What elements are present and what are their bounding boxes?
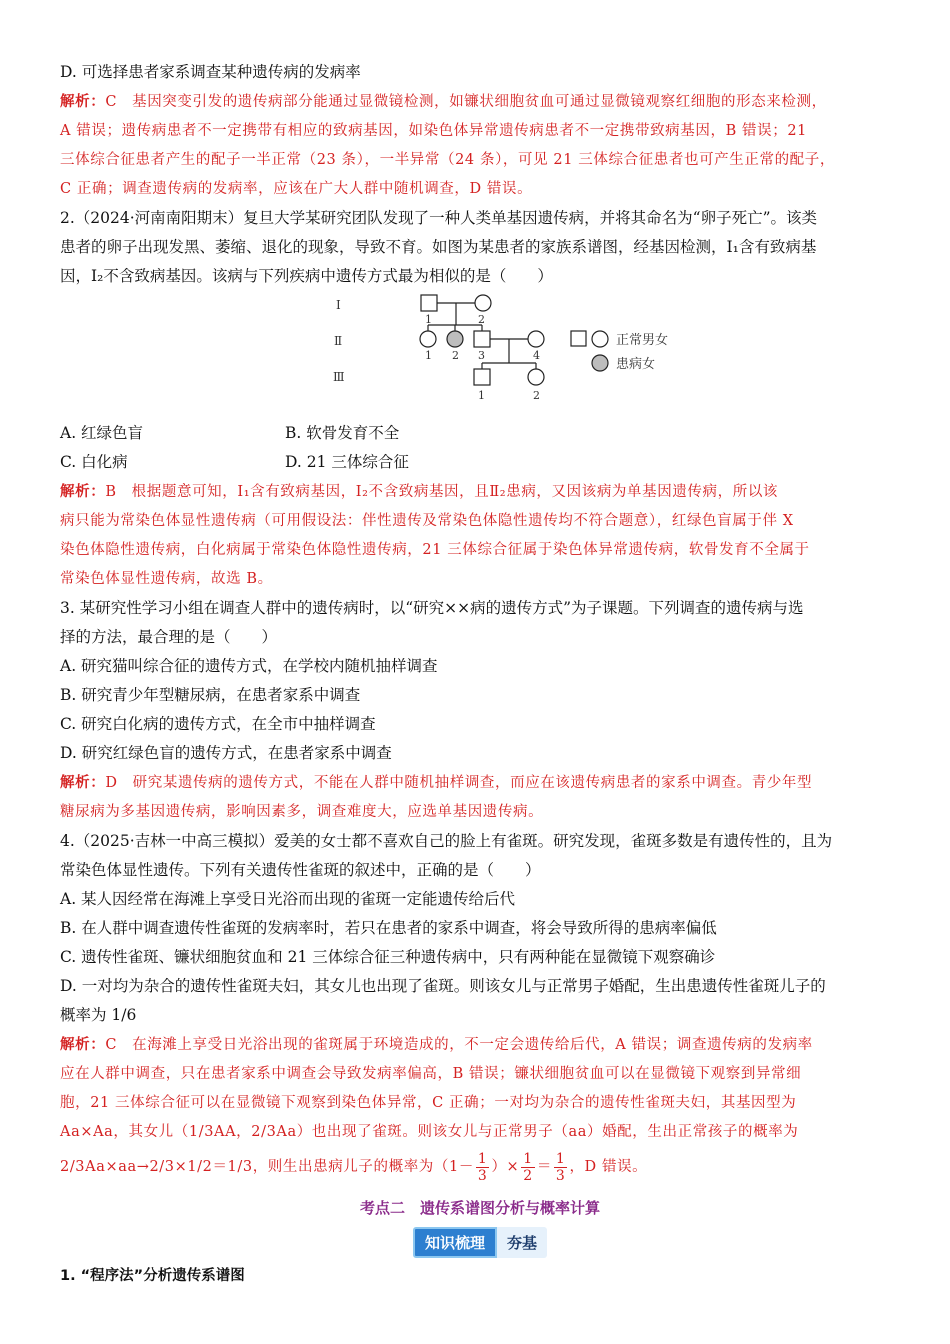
knowledge-badge-row xyxy=(60,1227,900,1257)
q4-analysis-line-4: Aa×Aa，其女儿（1/3AA，2/3Aa）也出现了雀斑。则该女儿与正常男子（aa）婚配，生出正常孩子的概率为 xyxy=(60,1124,799,1140)
gen2-num-4: 4 xyxy=(533,349,540,362)
q2-stem-line-3: 因，Ⅰ₂不含致病基因。该病与下列疾病中遗传方式最为相似的是（ ） xyxy=(60,267,553,285)
q2-option-b: B. 软骨发育不全 xyxy=(285,424,400,442)
q2-analysis-line-4: 常染色体显性遗传病，故选 B。 xyxy=(60,571,273,587)
q4-analysis-line-2: 应在人群中调查，只在患者家系中调查会导致发病率偏高，B 错误；镰状细胞贫血可以在显微镜下观察到异常细 xyxy=(60,1066,802,1082)
q3-option-d: D. 研究红绿色盲的遗传方式，在患者家系中调查 xyxy=(60,744,392,762)
q3-analysis-line-2: 糖尿病为多基因遗传病，影响因素多，调查难度大，应选单基因遗传病。 xyxy=(60,804,544,820)
gen3-num-1: 1 xyxy=(478,389,485,402)
q1-analysis-line-4: C 正确；调查遗传病的发病率，应该在广大人群中随机调查，D 错误。 xyxy=(60,181,533,197)
q2-analysis-line-1: 解析：B 根据题意可知，Ⅰ₁含有致病基因，Ⅰ₂不含致病基因，且Ⅱ₂患病，又因该病为单基因遗传病，所以该 xyxy=(60,483,779,500)
legend-affected-symbol xyxy=(592,355,608,371)
q2-analysis-line-2: 病只能为常染色体显性遗传病（可用假设法：伴性遗传及常染色体隐性遗传均不符合题意），红绿色盲属于伴 X xyxy=(60,513,794,529)
q3-option-b: B. 研究青少年型糖尿病，在患者家系中调查 xyxy=(60,686,361,704)
gen2-female-1 xyxy=(420,331,436,347)
legend-female-symbol xyxy=(592,331,608,347)
q1-option-d: D. 可选择患者家系调查某种遗传病的发病率 xyxy=(60,63,361,81)
q2-option-a: A. 红绿色盲 xyxy=(60,424,144,442)
legend-male-symbol xyxy=(571,331,586,346)
gen2-affected-female-2 xyxy=(447,331,463,347)
section-title: 考点二 遗传系谱图分析与概率计算 xyxy=(359,1199,600,1217)
gen2-num-2: 2 xyxy=(452,349,459,362)
q4-option-b: B. 在人群中调查遗传性雀斑的发病率时，若只在患者的家系中调查，将会导致所得的患病率偏低 xyxy=(60,919,717,937)
fraction-result: $\frac{1}{3}$ xyxy=(555,1150,566,1184)
analysis-label: 解析： xyxy=(60,483,106,500)
subheading-program-method: 1. “程序法”分析遗传系谱图 xyxy=(60,1268,245,1284)
gen3-female-2 xyxy=(528,369,544,385)
gen-label-1: Ⅰ xyxy=(336,298,341,312)
q3-stem-line-1: 3. 某研究性学习小组在调查人群中的遗传病时，以“研究××病的遗传方式”为子课题。下列调查的遗传病与选 xyxy=(60,599,804,617)
pedigree-svg xyxy=(330,293,690,415)
q3-analysis-line-1: 解析：D 研究某遗传病的遗传方式，不能在人群中随机抽样调查，而应在该遗传病患者的家系中调查。青少年型 xyxy=(60,774,813,791)
q2-options-row-1 xyxy=(60,419,900,448)
gen1-female-2 xyxy=(475,295,491,311)
q3-option-c: C. 研究白化病的遗传方式，在全市中抽样调查 xyxy=(60,715,376,733)
q2-analysis-line-3: 染色体隐性遗传病，白化病属于常染色体隐性遗传病，21 三体综合征属于染色体异常遗传病，软骨发育不全属于 xyxy=(60,542,810,558)
gen-label-3: Ⅲ xyxy=(333,370,345,384)
q1-analysis-line-3: 三体综合征患者产生的配子一半正常（23 条），一半异常（24 条），可见 21 三体综合征患者也可产生正常的配子， xyxy=(60,152,835,168)
badge-left: 知识梳理 xyxy=(413,1227,497,1258)
q4-stem-line-2: 常染色体显性遗传。下列有关遗传性雀斑的叙述中，正确的是（ ） xyxy=(60,861,541,879)
q1-analysis-line-1: 解析：C 基因突变引发的遗传病部分能通过显微镜检测，如镰状细胞贫血可通过显微镜观察红细胞的形态来检测， xyxy=(60,93,827,110)
gen1-male-1 xyxy=(421,295,437,311)
analysis-label: 解析： xyxy=(60,93,106,110)
gen1-num-2: 2 xyxy=(478,313,485,326)
gen2-female-4 xyxy=(528,331,544,347)
gen1-num-1: 1 xyxy=(425,313,432,326)
legend-normal-label: 正常男女 xyxy=(616,333,669,348)
q4-analysis-line-1: 解析：C 在海滩上享受日光浴出现的雀斑属于环境造成的，不一定会遗传给后代，A 错误；调查遗传病的发病率 xyxy=(60,1036,813,1053)
q2-option-d: D. 21 三体综合征 xyxy=(285,453,409,471)
q3-stem-line-2: 择的方法，最合理的是（ ） xyxy=(60,628,278,646)
document-page xyxy=(60,58,900,1291)
q4-option-c: C. 遗传性雀斑、镰状细胞贫血和 21 三体综合征三种遗传病中，只有两种能在显微镜下观察确诊 xyxy=(60,948,716,966)
gen3-male-1 xyxy=(474,369,490,385)
badge-right: 夯基 xyxy=(497,1227,547,1258)
gen2-male-3 xyxy=(474,331,490,347)
q1-analysis-line-2: A 错误；遗传病患者不一定携带有相应的致病基因，如染色体异常遗传病患者不一定携带致病基因，B 错误；21 xyxy=(60,123,807,139)
fraction-one-half: $\frac{1}{2}$ xyxy=(523,1150,533,1184)
q2-stem-line-1: 2.（2024·河南南阳期末）复旦大学某研究团队发现了一种人类单基因遗传病，并将其命名为“卵子死亡”。该类 xyxy=(60,209,818,227)
q2-option-c: C. 白化病 xyxy=(60,453,128,471)
q4-option-d: D. 一对均为杂合的遗传性雀斑夫妇，其女儿也出现了雀斑。则该女儿与正常男子婚配，生出患遗传性雀斑儿子的 xyxy=(60,977,826,995)
knowledge-badge xyxy=(413,1227,547,1258)
q4-option-d-cont: 概率为 1/6 xyxy=(60,1006,137,1024)
gen2-num-1: 1 xyxy=(425,349,432,362)
q4-analysis-line-3: 胞，21 三体综合征可以在显微镜下观察到染色体异常，C 正确；一对均为杂合的遗传性雀斑夫妇，其基因型为 xyxy=(60,1095,797,1111)
pedigree-chart xyxy=(60,293,900,415)
q4-analysis-formula: 2/3Aa×aa→2/3×1/2＝1/3，则生出患病儿子的概率为（1－ $\frac{1}{3}$ ）× $\frac{1}{2}$ ＝ $\frac{1}{3}$ ，D 错误。 xyxy=(60,1150,648,1184)
q2-stem-line-2: 患者的卵子出现发黑、萎缩、退化的现象，导致不育。如图为某患者的家族系谱图，经基因检测，Ⅰ₁含有致病基 xyxy=(60,238,817,256)
analysis-label: 解析： xyxy=(60,774,106,791)
fraction-one-third: $\frac{1}{3}$ xyxy=(477,1150,488,1184)
q3-option-a: A. 研究猫叫综合征的遗传方式，在学校内随机抽样调查 xyxy=(60,657,438,675)
analysis-label: 解析： xyxy=(60,1036,106,1053)
legend-affected-label: 患病女 xyxy=(616,357,656,372)
q4-option-a: A. 某人因经常在海滩上享受日光浴而出现的雀斑一定能遗传给后代 xyxy=(60,890,516,908)
q4-stem-line-1: 4.（2025·吉林一中高三模拟）爱美的女士都不喜欢自己的脸上有雀斑。研究发现，雀斑多数是有遗传性的，且为 xyxy=(60,832,833,850)
gen-label-2: Ⅱ xyxy=(334,334,343,348)
q2-options-row-2 xyxy=(60,448,900,477)
gen3-num-2: 2 xyxy=(533,389,540,402)
gen2-num-3: 3 xyxy=(478,349,485,362)
